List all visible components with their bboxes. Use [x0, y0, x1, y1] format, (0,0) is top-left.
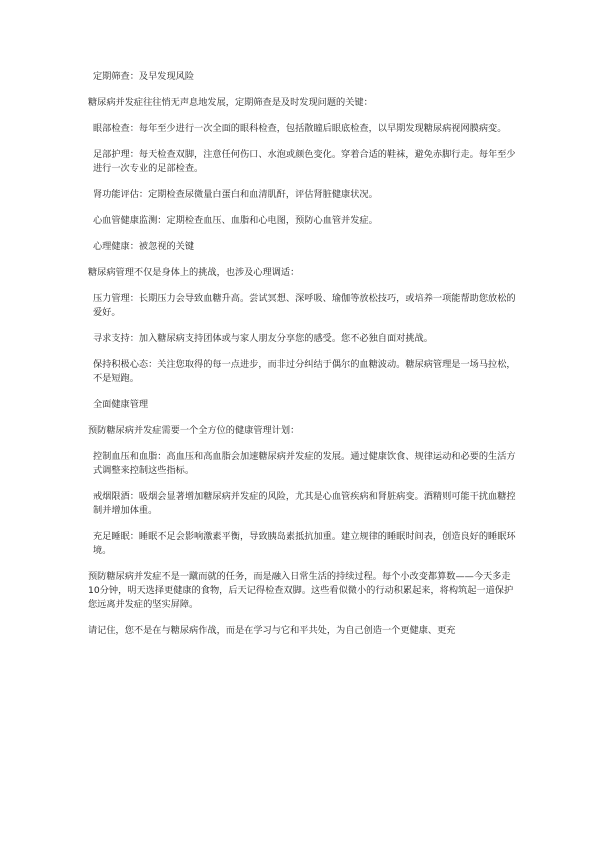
- document-body: [88, 70, 516, 649]
- list-item-eye-exam: 眼部检查：每年至少进行一次全面的眼科检查，包括散瞳后眼底检查，以早期发现糖尿病视网膜病变。: [93, 123, 507, 134]
- list-item-smoking: 戒烟限酒：吸烟会显著增加糖尿病并发症的风险，尤其是心血管疾病和肾脏病变。酒精则可能干扰血糖控制并增加体重。: [93, 491, 516, 516]
- paragraph-conclusion: 预防糖尿病并发症不是一蹴而就的任务，而是融入日常生活的持续过程。每个小改变都算数——今天多走10分钟，明天选择更健康的食物，后天记得检查双脚。这些看似微小的行动积累起来，将构筑起一道保护您远离并发症的坚实屏障。: [88, 571, 514, 610]
- list-item-foot-care: 足部护理：每天检查双脚，注意任何伤口、水泡或颜色变化。穿着合适的鞋袜，避免赤脚行走。每年至少进行一次专业的足部检查。: [93, 149, 516, 174]
- paragraph-mental-intro: 糖尿病管理不仅是身体上的挑战，也涉及心理调适：: [88, 267, 300, 278]
- paragraph-closing: 请记住，您不是在与糖尿病作战，而是在学习与它和平共处，为自己创造一个更健康、更充: [88, 625, 456, 636]
- paragraph-holistic-intro: 预防糖尿病并发症需要一个全方位的健康管理计划：: [88, 425, 300, 436]
- list-item-stress: 压力管理：长期压力会导致血糖升高。尝试冥想、深呼吸、瑜伽等放松技巧，或培养一项能帮助您放松的爱好。: [93, 293, 516, 318]
- paragraph-screening-intro: 糖尿病并发症往往悄无声息地发展，定期筛查是及时发现问题的关键：: [88, 97, 373, 108]
- list-item-positive: 保持积极心态：关注您取得的每一点进步，而非过分纠结于偶尔的血糖波动。糖尿病管理是一场马拉松，不是短跑。: [93, 359, 516, 384]
- section-heading-holistic: 全面健康管理: [93, 399, 149, 410]
- section-heading-mental: 心理健康：被忽视的关键: [93, 241, 195, 252]
- list-item-support: 寻求支持：加入糖尿病支持团体或与家人朋友分享您的感受。您不必独自面对挑战。: [93, 333, 433, 344]
- list-item-sleep: 充足睡眠：睡眠不足会影响激素平衡，导致胰岛素抵抗加重。建立规律的睡眠时间表，创造良好的睡眠环境。: [93, 531, 516, 556]
- list-item-bp-lipids: 控制血压和血脂：高血压和高血脂会加速糖尿病并发症的发展。通过健康饮食、规律运动和必要的生活方式调整来控制这些指标。: [93, 451, 516, 476]
- list-item-cardio: 心血管健康监测：定期检查血压、血脂和心电图，预防心血管并发症。: [93, 215, 378, 226]
- section-heading-screening: 定期筛查：及早发现风险: [93, 71, 195, 82]
- list-item-kidney: 肾功能评估：定期检查尿微量白蛋白和血清肌酐，评估肾脏健康状况。: [93, 189, 378, 200]
